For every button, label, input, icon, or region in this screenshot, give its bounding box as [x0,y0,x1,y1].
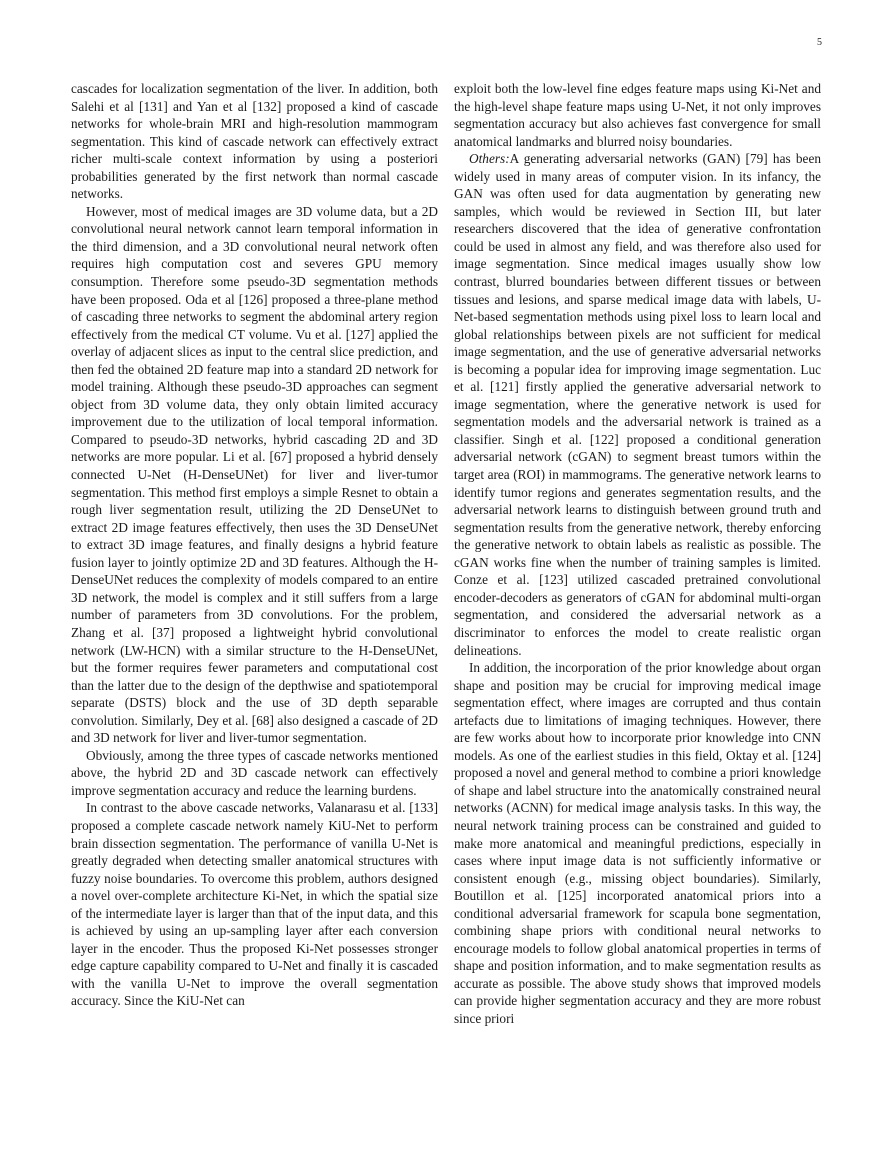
left-column [71,80,438,1010]
paragraph [454,150,821,659]
paragraph-body: A generating adversarial networks (GAN) [79] has been widely used in many areas of computer vision. In its infancy, the GAN was often used for data augmentation by generating new samples, which would be reviewed in Section III, but later researchers discovered that the idea of generative confrontation could be used in almost any field, and was therefore also used for image segmentation. Since medical images usually show low contrast, blurred boundaries between different tissues or between tissues and lesions, and sparse medical image data with labels, U-Net-based segmentation methods using pixel loss to learn local and global relationships between pixels are not sufficient for medical image segmentation, and the use of generative adversarial networks is becoming a popular idea for improving image segmentation. Luc et al. [121] firstly applied the generative adversarial network to image segmentation, where the generative network is used for segmentation models and the adversarial network is trained as a classifier. Singh et al. [122] proposed a conditional generation adversarial network (cGAN) to segment breast tumors within the target area (ROI) in mammograms. The generative network learns to identify tumor regions and generates segmentation results, and the adversarial network learns to distinguish between ground truth and segmentation results from the generative network, thereby enforcing the generative network to obtain labels as realistic as possible. The cGAN works fine when the number of training samples is limited. Conze et al. [123] utilized cascaded pretrained convolutional encoder-decoders as generators of cGAN for abdominal multi-organ segmentation, and considered the adversarial network as a discriminator to enforces the model to create realistic organ delineations. [454,151,821,658]
page-number: 5 [817,37,822,48]
paragraph-lead: Others: [469,151,510,167]
paragraph: In addition, the incorporation of the prior knowledge about organ shape and position may be crucial for improving medical image segmentation effect, where images are corrupted and thus contain artefacts due to limitations of imaging techniques. However, there are few works about how to incorporate prior knowledge into CNN models. As one of the earliest studies in this field, Oktay et al. [124] proposed a novel and general method to combine a priori knowledge of shape and label structure into the anatomically constrained neural networks (ACNN) for medical image analysis tasks. In this way, the neural network training process can be constrained and guided to make more anatomical and meaningful predictions, especially in cases where input image data is not sufficiently informative or consistent enough (e.g., missing object boundaries). Similarly, Boutillon et al. [125] incorporated anatomical priors into a conditional adversarial framework for scapula bone segmentation, combining shape priors with conditional neural networks to encourage models to follow global anatomical properties in terms of shape and position information, and to make segmentation results as accurate as possible. The above study shows that improved models can provide higher segmentation accuracy and they are more robust since priori [454,660,821,1026]
paragraph: However, most of medical images are 3D volume data, but a 2D convolutional neural network cannot learn temporal information in the third dimension, and a 3D convolutional neural network often requires high computation cost and severes GPU memory consumption. Therefore some pseudo-3D segmentation methods have been proposed. Oda et al [126] proposed a three-plane method of cascading three networks to segment the abdominal artery region effectively from the medical CT volume. Vu et al. [127] applied the overlay of adjacent slices as input to the central slice prediction, and then fed the obtained 2D feature map into a standard 2D network for model training. Although these pseudo-3D approaches can segment object from 3D volume data, they only obtain limited accuracy improvement due to the utilization of local temporal information. Compared to pseudo-3D networks, hybrid cascading 2D and 3D networks are more popular. Li et al. [67] proposed a hybrid densely connected U-Net (H-DenseUNet) for liver and liver-tumor segmentation. This method first employs a simple Resnet to obtain a rough liver segmentation result, utilizing the 2D DenseUNet to extract 2D image features effectively, then uses the 3D DenseUNet to extract 3D image features, and finally designs a hybrid feature fusion layer to jointly optimize 2D and 3D features. Although the H-DenseUNet reduces the complexity of models compared to an entire 3D network, the model is complex and it still suffers from a large number of parameters from 3D convolutions. For the problem, Zhang et al. [37] proposed a lightweight hybrid convolutional network (LW-HCN) with a similar structure to the H-DenseUNet, but the former requires fewer parameters and computational cost than the latter due to the design of the depthwise and spatiotemporal separate (DSTS) block and the use of 3D depth separable convolution. Similarly, Dey et al. [68] also designed a cascade of 2D and 3D network for liver and liver-tumor segmentation. [71,203,438,746]
paragraph: exploit both the low-level fine edges feature maps using Ki-Net and the high-level shape feature maps using U-Net, it not only improves segmentation accuracy but also achieves fast convergence for small anatomical landmarks and blurred noisy boundaries. [454,81,821,149]
paragraph: cascades for localization segmentation of the liver. In addition, both Salehi et al [131] and Yan et al [132] proposed a kind of cascade networks for whole-brain MRI and high-resolution mammogram segmentation. This kind of cascade network can effectively extract richer multi-scale context information by using a posteriori probabilities generated by the first network than normal cascade networks. [71,81,438,202]
paragraph: In contrast to the above cascade networks, Valanarasu et al. [133] proposed a complete cascade network namely KiU-Net to perform brain dissection segmentation. The performance of vanilla U-Net is greatly degraded when detecting smaller anatomical structures with fuzzy noise boundaries. To overcome this problem, authors designed a novel over-complete architecture Ki-Net, in which the spatial size of the intermediate layer is larger than that of the input data, and this is achieved by using an up-sampling layer after each conversion layer in the encoder. Thus the proposed Ki-Net possesses stronger edge capture capability compared to U-Net and finally it is cascaded with the vanilla U-Net to improve the overall segmentation accuracy. Since the KiU-Net can [71,800,438,1009]
paragraph: Obviously, among the three types of cascade networks mentioned above, the hybrid 2D and 3D cascade network can effectively improve segmentation accuracy and reduce the learning burdens. [71,747,438,798]
right-column [454,80,821,1028]
